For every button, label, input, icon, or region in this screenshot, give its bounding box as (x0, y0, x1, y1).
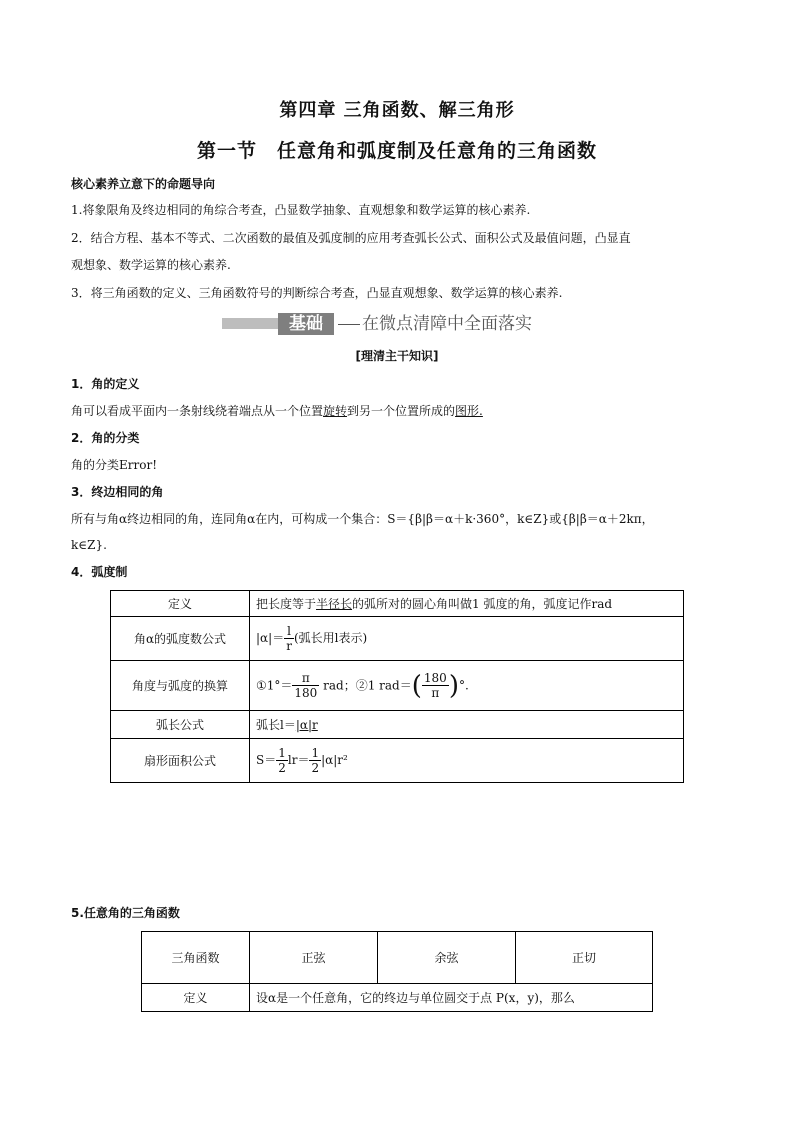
guide-item-2a: 2．结合方程、基本不等式、二次函数的最值及弧度制的应用考查弧长公式、面积公式及最值问题，凸显直 (71, 231, 631, 245)
s4-heading: 4．弧度制 (71, 565, 128, 579)
table-key: 角α的弧度数公式 (111, 617, 250, 661)
subheading: [理清主干知识] (355, 349, 439, 363)
s3-heading: 3．终边相同的角 (71, 485, 164, 499)
table-key: 扇形面积公式 (111, 739, 250, 783)
banner-block: 基础 (278, 313, 334, 335)
table-row (111, 617, 684, 661)
guide-item-3: 3．将三角函数的定义、三角函数符号的判断综合考查，凸显直观想象、数学运算的核心素养. (71, 286, 563, 300)
table-row (111, 739, 684, 783)
table-key: 弧长公式 (111, 711, 250, 739)
table-header: 正弦 (250, 932, 378, 984)
table-row (142, 932, 653, 984)
guide-item-1: 1.将象限角及终边相同的角综合考查，凸显数学抽象、直观想象和数学运算的核心素养. (71, 203, 531, 217)
s3-line1: 所有与角α终边相同的角，连同角α在内，可构成一个集合：S＝{β|β＝α＋k·360°，k∈Z}或{β|β＝α＋2kπ， (71, 512, 654, 526)
s5-heading: 5.任意角的三角函数 (71, 906, 180, 920)
s3-line2: k∈Z}. (71, 538, 107, 552)
table-row (111, 711, 684, 739)
banner-subtitle: 在微点清障中全面落实 (338, 313, 532, 335)
table-key: 定义 (142, 984, 250, 1012)
table-key: 定义 (111, 591, 250, 617)
section-title: 第一节 任意角和弧度制及任意角的三角函数 (196, 140, 597, 162)
table-value: 弧长l＝|α|r (250, 711, 684, 739)
table-value: S＝ $\frac{1}{2}$ lr＝ $\frac{1}{2}$ |α|r² (250, 739, 684, 783)
basics-banner (222, 313, 562, 337)
banner-bar (222, 318, 278, 329)
underlined-term-rotate: 旋转 (323, 404, 348, 418)
trig-table (141, 931, 653, 1012)
table-header: 正切 (516, 932, 653, 984)
table-value: ①1°＝ $\frac{\pi}{180}$ rad；②1 rad＝( $\frac{180}{\pi}$ )°. (250, 661, 684, 711)
s1-text: 角可以看成平面内一条射线绕着端点从一个位置旋转到另一个位置所成的图形. (71, 404, 483, 418)
table-value: 设α是一个任意角，它的终边与单位圆交于点 P(x，y)，那么 (250, 984, 653, 1012)
table-value: |α|＝ $\frac{l}{r}$ (弧长用l表示) (250, 617, 684, 661)
chapter-title: 第四章 三角函数、解三角形 (279, 100, 515, 121)
guide-item-2b: 观想象、数学运算的核心素养. (71, 258, 231, 272)
table-row (142, 984, 653, 1012)
table-key: 角度与弧度的换算 (111, 661, 250, 711)
table-header: 余弦 (378, 932, 516, 984)
s2-text: 角的分类Error! (71, 458, 158, 472)
radian-table (110, 590, 684, 783)
table-row (111, 661, 684, 711)
underlined-term-figure: 图形. (455, 404, 483, 418)
table-header: 三角函数 (142, 932, 250, 984)
s1-heading: 1．角的定义 (71, 377, 140, 391)
table-value: 把长度等于半径长的弧所对的圆心角叫做1 弧度的角，弧度记作rad (250, 591, 684, 617)
guide-heading: 核心素养立意下的命题导向 (71, 177, 216, 191)
s2-heading: 2．角的分类 (71, 431, 140, 445)
table-row (111, 591, 684, 617)
